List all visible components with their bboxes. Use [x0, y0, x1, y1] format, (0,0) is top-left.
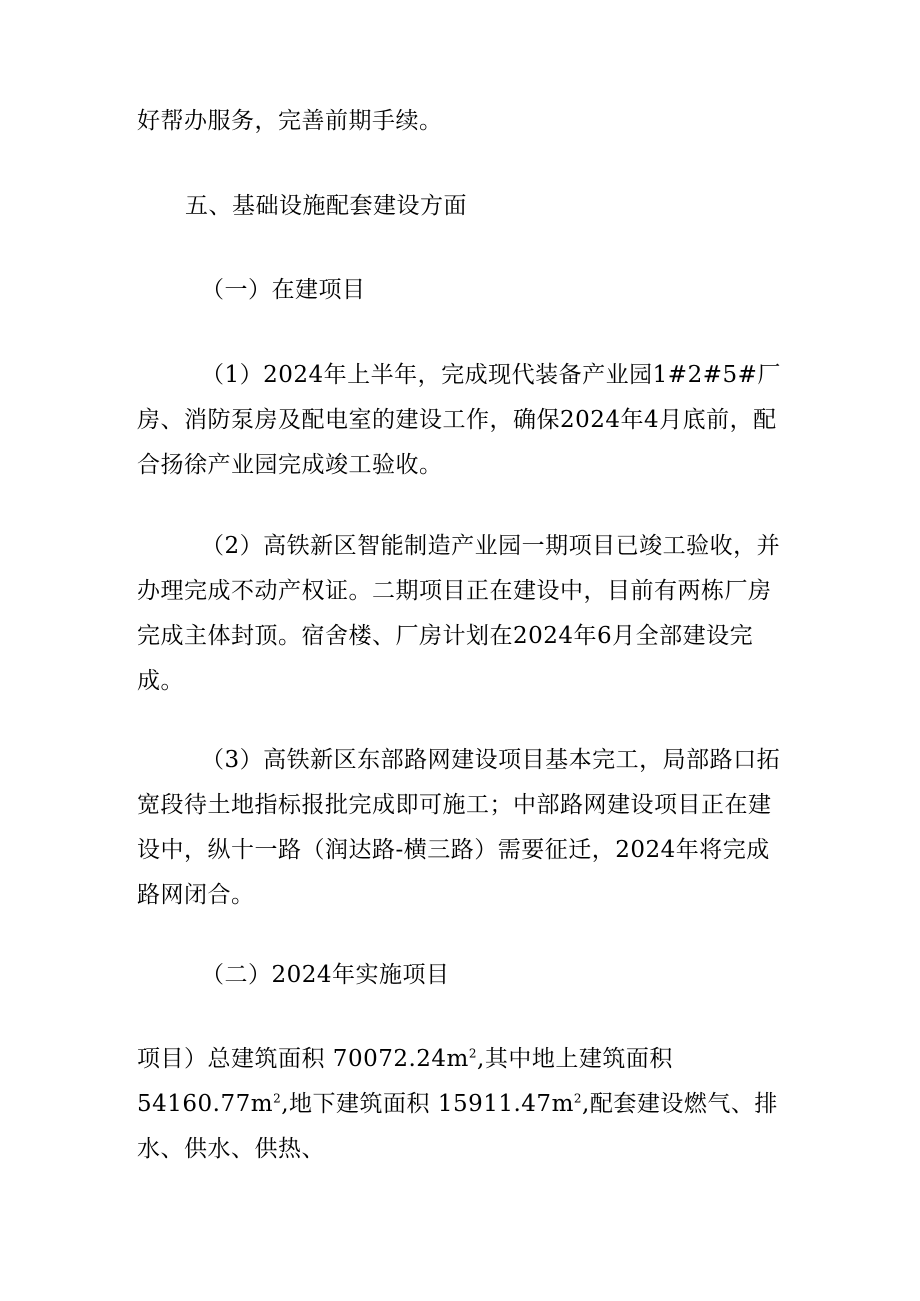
- paragraph-continuation: 好帮办服务，完善前期手续。: [137, 108, 443, 134]
- paragraph-item-2: （2）高铁新区智能制造产业园一期项目已竣工验收，并办理完成不动产权证。二期项目正在建设中，目前有两栋厂房完成主体封顶。宿舍楼、厂房计划在2024年6月全部建设完成。: [137, 533, 781, 694]
- area-text-underground: ,地下建筑面积 15911.47m: [281, 1091, 574, 1117]
- section-heading-infrastructure: 五、基础设施配套建设方面: [185, 193, 467, 219]
- area-unit-superscript: 2: [273, 1091, 282, 1106]
- paragraph-item-1: （1）2024年上半年，完成现代装备产业园1#2#5#厂房、消防泵房及配电室的建设工作，确保2024年4月底前，配合扬徐产业园完成竣工验收。: [137, 362, 781, 478]
- paragraph-item-3: （3）高铁新区东部路网建设项目基本完工，局部路口拓宽段待土地指标报批完成即可施工；中部路网建设项目正在建设中，纵十一路（润达路-横三路）需要征迁，2024年将完成路网闭合。: [137, 747, 781, 908]
- subsection-heading-2024-projects: （二）2024年实施项目: [201, 962, 450, 988]
- subsection-heading-ongoing-projects: （一）在建项目: [201, 277, 366, 303]
- area-text-total: 项目）总建筑面积 70072.24m: [137, 1046, 469, 1072]
- paragraph-building-area: [137, 1037, 787, 1172]
- area-text-above-ground: ,其中地上建筑面积 54160.77m: [137, 1046, 673, 1117]
- area-unit-superscript: 2: [468, 1046, 478, 1061]
- area-unit-superscript: 2: [573, 1091, 583, 1106]
- area-text-supporting: ,配套建设燃气、排水、供水、供热、: [137, 1091, 778, 1162]
